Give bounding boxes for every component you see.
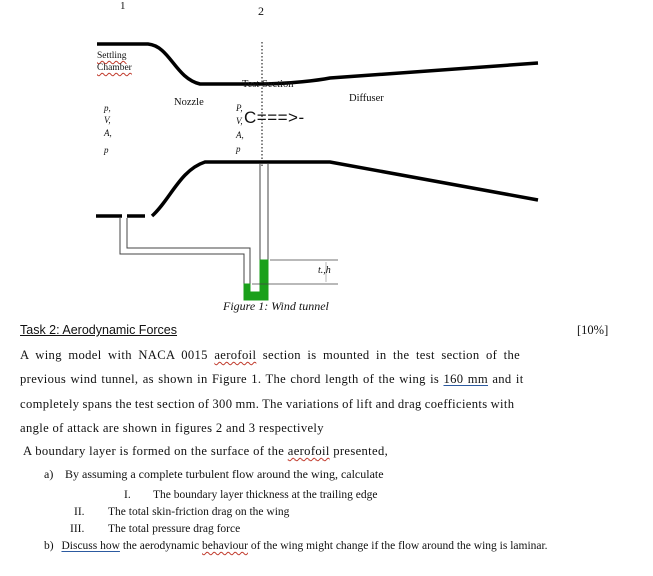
figure-caption: Figure 1: Wind tunnel: [223, 299, 329, 313]
manometer-fluid: [244, 260, 268, 300]
item-i-text: The boundary layer thickness at the trailing edge: [153, 489, 378, 501]
station-2-velocity: V,: [236, 116, 243, 126]
item-b-label: b): [44, 540, 54, 552]
station-2-density: p: [236, 144, 241, 154]
item-b-post: of the wing might change if the flow around the wing is laminar.: [247, 540, 548, 552]
task-marks: [10%]: [577, 323, 609, 337]
station-1-label: 1: [120, 0, 126, 12]
item-a-label: a): [44, 467, 54, 481]
manometer: [120, 164, 268, 300]
station-1-pressure: p,: [104, 103, 111, 113]
paragraph-2: [23, 444, 388, 459]
item-b-word: behaviour: [202, 540, 248, 552]
p2-pre: A boundary layer is formed on the surface of the: [23, 444, 288, 458]
item-a-text: By assuming a complete turbulent flow around the wing, calculate: [65, 467, 384, 481]
upper-wall: [97, 44, 538, 84]
station-2-area: A,: [236, 130, 244, 140]
item-b-mid: the aerodynamic: [119, 540, 202, 552]
p1-l1-pre: A wing model with NACA 0015: [20, 348, 215, 362]
station-2-pressure: P,: [236, 103, 243, 113]
p1-l1-word: aerofoil: [214, 348, 257, 362]
paragraph-1-line-1: [20, 348, 520, 363]
paragraph-1-line-4: angle of attack are shown in figures 2 and 3 respectively: [20, 421, 324, 435]
test-section-label: Test Section: [242, 79, 294, 90]
paragraph-1-line-3: completely spans the test section of 300 mm. The variations of lift and drag coefficients with: [20, 397, 515, 411]
item-i-label: I.: [124, 489, 131, 501]
p1-l2-chord: 160 mm: [443, 372, 489, 386]
lower-wall: [152, 162, 538, 216]
settling-chamber-label-line2: Chamber: [97, 63, 132, 73]
station-1-density: p: [104, 145, 109, 155]
task-title: Task 2: Aerodynamic Forces: [20, 323, 178, 337]
item-b-discuss: Discuss how: [61, 540, 120, 552]
p2-word: aerofoil: [287, 444, 330, 458]
item-iii-text: The total pressure drag force: [108, 523, 241, 535]
p1-l2-pre: previous wind tunnel, as shown in Figure 1. The chord length of the wing is: [20, 372, 444, 386]
paragraph-1-line-2: [20, 372, 524, 387]
item-b: [44, 540, 548, 552]
item-ii-label: II.: [74, 506, 85, 518]
item-ii-text: The total skin-friction drag on the wing: [108, 506, 290, 518]
station-1-area: A,: [104, 128, 112, 138]
p2-post: presented,: [329, 444, 389, 458]
p1-l1-post: section is mounted in the test section of the: [256, 348, 521, 362]
nozzle-label: Nozzle: [174, 97, 204, 108]
settling-chamber-label-line1: Settling: [97, 51, 127, 61]
p1-l2-post: and it: [488, 372, 524, 386]
item-iii-label: III.: [70, 523, 85, 535]
station-2-label: 2: [258, 4, 264, 18]
h-label: t.,h: [318, 265, 331, 276]
diffuser-label: Diffuser: [349, 93, 384, 104]
settling-chamber-label: [97, 50, 132, 74]
flow-arrow-text: C===>-: [244, 108, 305, 127]
station-1-velocity: V,: [104, 115, 111, 125]
